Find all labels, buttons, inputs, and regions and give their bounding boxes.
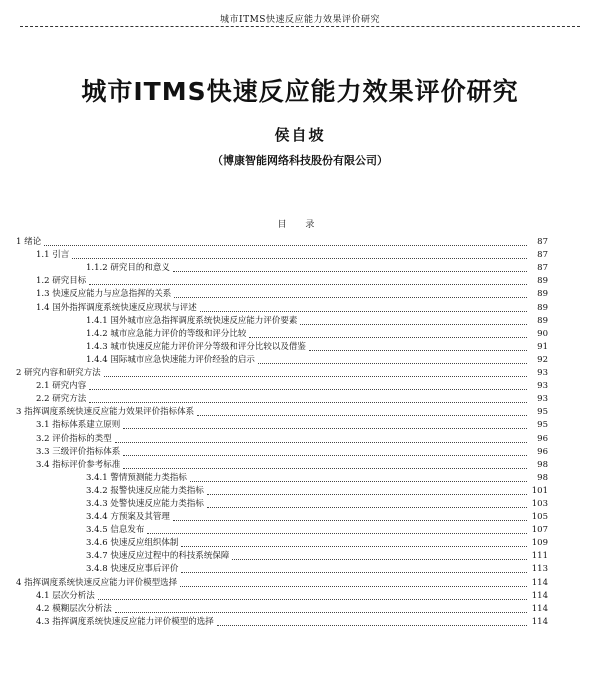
toc-entry[interactable] xyxy=(16,576,548,589)
toc-entry-page: 101 xyxy=(531,485,548,496)
toc-entry[interactable] xyxy=(16,603,548,616)
toc-entry[interactable] xyxy=(16,393,548,406)
toc-entry[interactable] xyxy=(16,419,548,432)
toc-dot-leader xyxy=(309,350,527,351)
toc-entry-page: 87 xyxy=(537,237,548,248)
toc-entry-page: 91 xyxy=(537,341,548,352)
toc-dot-leader xyxy=(258,363,527,364)
toc-dot-leader xyxy=(44,245,527,246)
toc-entry-page: 103 xyxy=(531,498,548,509)
toc-entry-label: 1.3 快速反应能力与应急指挥的关系 xyxy=(36,289,172,300)
toc-entry-page: 95 xyxy=(537,407,548,418)
toc-entry-label: 1.1.2 研究目的和意义 xyxy=(86,263,170,274)
toc-entry-label: 1.4 国外指挥调度系统快速反应现状与评述 xyxy=(36,302,197,313)
toc-entry-page: 93 xyxy=(537,381,548,392)
toc-entry-label: 3 指挥调度系统快速反应能力效果评价指标体系 xyxy=(16,407,195,418)
toc-entry[interactable] xyxy=(16,563,548,576)
toc-entry[interactable] xyxy=(16,315,548,328)
toc-dot-leader xyxy=(72,258,527,259)
toc-dot-leader xyxy=(89,402,527,403)
toc-entry-page: 113 xyxy=(531,564,548,575)
toc-dot-leader xyxy=(190,481,527,482)
toc-entry-label: 3.4.4 方预案及其管理 xyxy=(86,512,170,523)
toc-entry-page: 90 xyxy=(537,328,548,339)
toc-dot-leader xyxy=(207,507,527,508)
toc-entry-page: 114 xyxy=(531,603,548,614)
running-header: 城市ITMS快速反应能力效果评价研究 xyxy=(220,15,380,25)
toc-dot-leader xyxy=(174,297,527,298)
toc-entry[interactable] xyxy=(16,590,548,603)
toc-entry-page: 87 xyxy=(537,250,548,261)
toc-entry[interactable] xyxy=(16,262,548,275)
author-name: 侯自坡 xyxy=(274,126,326,144)
toc-entry-label: 1.4.3 城市快速反应能力评价评分等级和评分比较以及借鉴 xyxy=(86,341,306,352)
toc-entry-page: 95 xyxy=(537,420,548,431)
toc-entry[interactable] xyxy=(16,432,548,445)
toc-entry[interactable] xyxy=(16,275,548,288)
header-rule xyxy=(20,26,580,27)
toc-entry[interactable] xyxy=(16,485,548,498)
toc-entry[interactable] xyxy=(16,341,548,354)
toc-entry-page: 87 xyxy=(537,263,548,274)
toc-dot-leader xyxy=(207,494,527,495)
toc-entry-label: 3.4.6 快速反应组织体制 xyxy=(86,538,179,549)
toc-entry-page: 111 xyxy=(531,551,548,562)
toc-entry[interactable] xyxy=(16,301,548,314)
toc-dot-leader xyxy=(123,468,527,469)
toc-entry-page: 89 xyxy=(537,302,548,313)
toc-entry-label: 3.4.5 信息发布 xyxy=(86,525,145,536)
toc-entry-label: 2 研究内容和研究方法 xyxy=(16,368,101,379)
toc-dot-leader xyxy=(232,559,527,560)
toc-dot-leader xyxy=(173,520,527,521)
toc-entry[interactable] xyxy=(16,328,548,341)
toc-entry-label: 3.2 评价指标的类型 xyxy=(36,433,112,444)
toc-entry-page: 96 xyxy=(537,446,548,457)
toc-entry-label: 3.1 指标体系建立原则 xyxy=(36,420,121,431)
toc-entry-label: 2.1 研究内容 xyxy=(36,381,87,392)
toc-entry-label: 3.4 指标评价参考标准 xyxy=(36,459,121,470)
toc-dot-leader xyxy=(249,337,527,338)
toc-dot-leader xyxy=(197,415,527,416)
toc-entry-page: 107 xyxy=(531,525,548,536)
toc-dot-leader xyxy=(115,612,527,613)
toc-entry-label: 3.4.7 快速反应过程中的科技系统保障 xyxy=(86,551,230,562)
toc-dot-leader xyxy=(180,586,527,587)
toc-entry[interactable] xyxy=(16,616,548,629)
toc-dot-leader xyxy=(217,625,527,626)
toc-entry[interactable] xyxy=(16,537,548,550)
toc-entry-label: 1.4.2 城市应急能力评价的等级和评分比较 xyxy=(86,328,247,339)
toc-entry[interactable] xyxy=(16,550,548,563)
toc-dot-leader xyxy=(123,455,527,456)
toc-entry-label: 4 指挥调度系统快速反应能力评价模型选择 xyxy=(16,577,178,588)
toc-entry-page: 89 xyxy=(537,276,548,287)
toc-entry[interactable] xyxy=(16,524,548,537)
toc-dot-leader xyxy=(89,284,527,285)
toc-entry-label: 1.2 研究目标 xyxy=(36,276,87,287)
toc-entry-label: 1.1 引言 xyxy=(36,250,70,261)
toc-heading: 目 录 xyxy=(277,220,323,230)
toc-dot-leader xyxy=(115,442,527,443)
toc-entry-label: 1 绪论 xyxy=(16,237,42,248)
toc-dot-leader xyxy=(147,533,527,534)
toc-entry-page: 114 xyxy=(531,577,548,588)
toc-entry[interactable] xyxy=(16,288,548,301)
toc-entry-label: 4.3 指挥调度系统快速反应能力评价模型的选择 xyxy=(36,616,214,627)
toc-dot-leader xyxy=(300,324,527,325)
toc-dot-leader xyxy=(181,572,527,573)
toc-entry-page: 89 xyxy=(537,289,548,300)
toc-dot-leader xyxy=(173,271,527,272)
toc-entry-label: 1.4.1 国外城市应急指挥调度系统快速反应能力评价要素 xyxy=(86,315,298,326)
toc-entry[interactable] xyxy=(16,367,548,380)
toc-dot-leader xyxy=(123,428,527,429)
toc-entry[interactable] xyxy=(16,380,548,393)
toc-entry-page: 93 xyxy=(537,368,548,379)
toc-entry[interactable] xyxy=(16,354,548,367)
toc-entry-page: 96 xyxy=(537,433,548,444)
table-of-contents xyxy=(16,236,548,629)
toc-entry-label: 4.2 模糊层次分析法 xyxy=(36,603,112,614)
toc-entry[interactable] xyxy=(16,459,548,472)
toc-entry-page: 114 xyxy=(531,616,548,627)
toc-entry-page: 98 xyxy=(537,472,548,483)
author-affiliation: （博康智能网络科技股份有限公司） xyxy=(212,154,388,167)
toc-dot-leader xyxy=(89,389,527,390)
toc-entry-page: 105 xyxy=(531,512,548,523)
toc-dot-leader xyxy=(98,599,527,600)
toc-entry[interactable] xyxy=(16,406,548,419)
toc-entry-label: 4.1 层次分析法 xyxy=(36,590,95,601)
toc-entry-page: 92 xyxy=(537,354,548,365)
toc-entry-page: 93 xyxy=(537,394,548,405)
toc-dot-leader xyxy=(181,546,527,547)
toc-entry[interactable] xyxy=(16,472,548,485)
toc-entry-label: 3.4.1 警情预测能力类指标 xyxy=(86,472,187,483)
toc-entry-label: 1.4.4 国际城市应急快速能力评价经验的启示 xyxy=(86,354,255,365)
toc-entry-label: 2.2 研究方法 xyxy=(36,394,87,405)
toc-entry[interactable] xyxy=(16,236,548,249)
toc-entry-page: 114 xyxy=(531,590,548,601)
toc-entry[interactable] xyxy=(16,511,548,524)
toc-entry[interactable] xyxy=(16,249,548,262)
article-title: 城市ITMS快速反应能力效果评价研究 xyxy=(81,77,519,106)
toc-entry-label: 3.4.2 报警快速反应能力类指标 xyxy=(86,485,204,496)
toc-entry-label: 3.4.3 处警快速反应能力类指标 xyxy=(86,498,204,509)
toc-entry-label: 3.4.8 快速反应事后评价 xyxy=(86,564,179,575)
toc-dot-leader xyxy=(104,376,527,377)
toc-entry[interactable] xyxy=(16,498,548,511)
toc-entry-label: 3.3 三级评价指标体系 xyxy=(36,446,121,457)
toc-entry[interactable] xyxy=(16,446,548,459)
toc-entry-page: 89 xyxy=(537,315,548,326)
toc-entry-page: 98 xyxy=(537,459,548,470)
toc-entry-page: 109 xyxy=(531,538,548,549)
toc-dot-leader xyxy=(200,311,527,312)
